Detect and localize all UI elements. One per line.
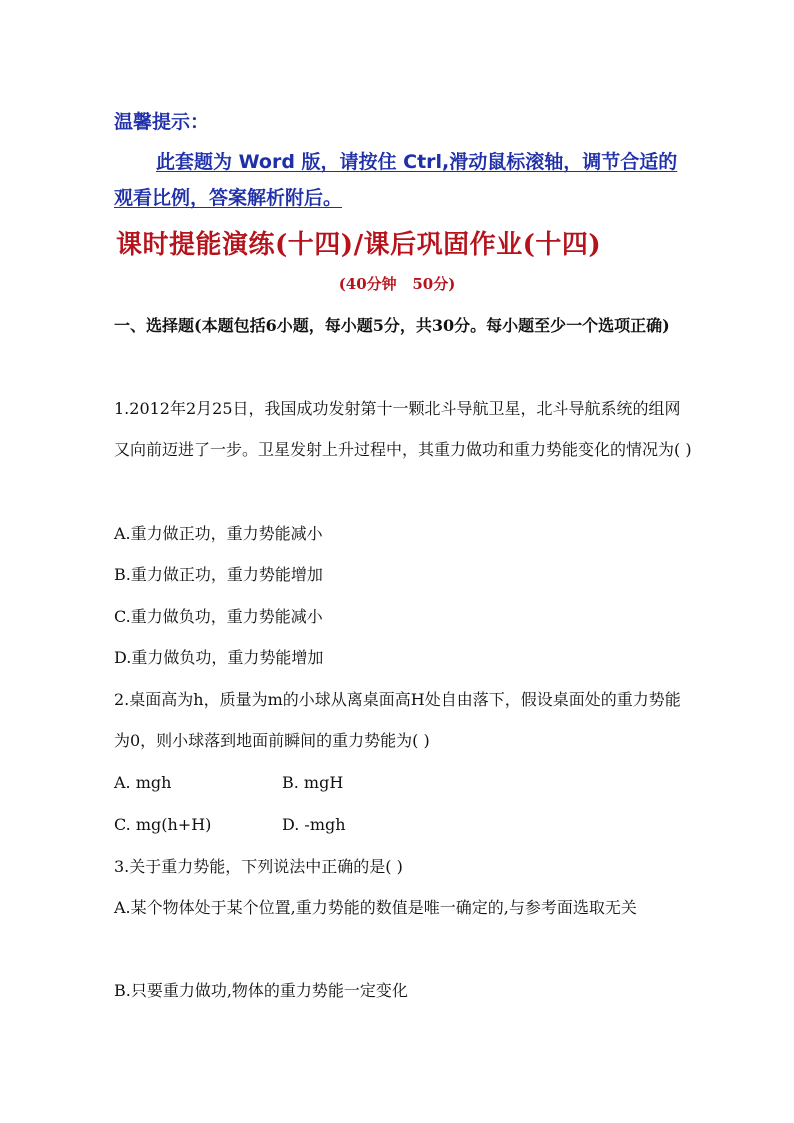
question-1-option-d: D.重力做负功，重力势能增加 <box>114 648 324 667</box>
section-heading: 一、选择题(本题包括6小题，每小题5分，共30分。每小题至少一个选项正确) <box>114 316 670 335</box>
question-2-option-c: C. mg(h+H) <box>114 815 212 834</box>
question-2-option-a: A. mgh <box>114 773 172 792</box>
tip-body: 此套题为 Word 版，请按住 Ctrl,滑动鼠标滚轴，调节合适的观看比例，答案解析附后。 <box>114 151 678 209</box>
question-3-stem: 3.关于重力势能，下列说法中正确的是( ) <box>114 857 403 876</box>
question-2-option-d: D. -mgh <box>282 815 346 834</box>
question-1-option-c: C.重力做负功，重力势能减小 <box>114 607 323 626</box>
question-1-option-a: A.重力做正功，重力势能减小 <box>114 524 323 543</box>
time-score-subtitle: (40分钟 50分) <box>338 275 456 293</box>
question-2-stem: 2.桌面高为h，质量为m的小球从离桌面高H处自由落下，假设桌面处的重力势能为0，则小球落到地面前瞬间的重力势能为( ) <box>114 690 681 750</box>
question-2-option-b: B. mgH <box>282 773 344 792</box>
question-1-stem: 1.2012年2月25日，我国成功发射第十一颗北斗导航卫星，北斗导航系统的组网又向前迈进了一步。卫星发射上升过程中，其重力做功和重力势能变化的情况为( ) <box>114 399 692 459</box>
question-1-option-b: B.重力做正功，重力势能增加 <box>114 565 323 584</box>
question-3-option-a: A.某个物体处于某个位置,重力势能的数值是唯一确定的,与参考面选取无关 <box>114 898 637 917</box>
page-title: 课时提能演练(十四)/课后巩固作业(十四) <box>116 230 602 260</box>
tip-title: 温馨提示： <box>114 111 210 133</box>
question-3-option-b: B.只要重力做功,物体的重力势能一定变化 <box>114 981 408 1000</box>
